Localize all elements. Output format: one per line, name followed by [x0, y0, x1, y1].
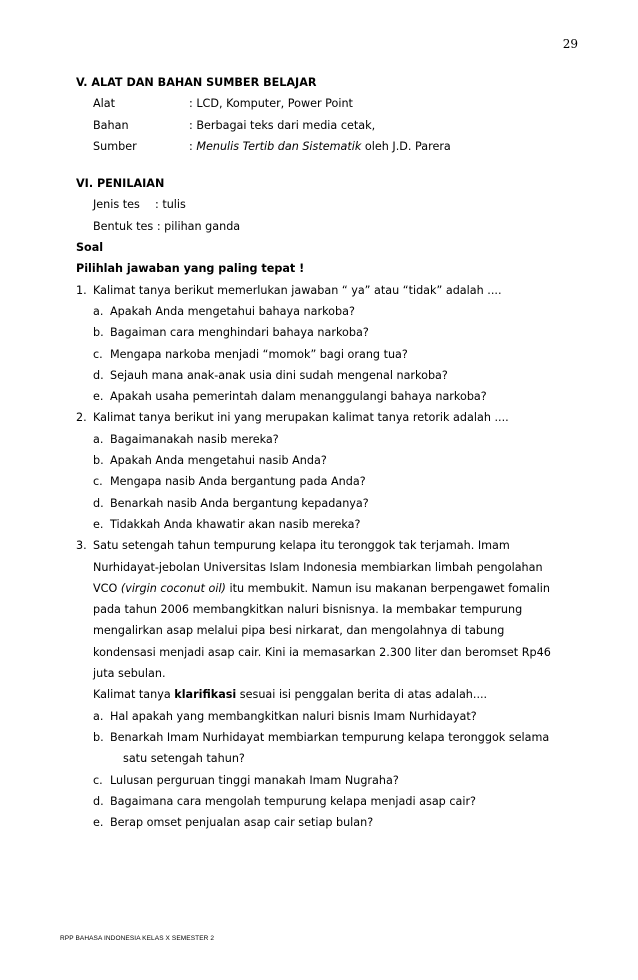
option-item	[76, 812, 596, 833]
question-number: 2.	[76, 411, 87, 425]
option-item	[76, 770, 596, 791]
prompt-text: Kalimat tanya	[93, 688, 175, 702]
materials-label: Bahan	[93, 118, 129, 132]
option-item	[76, 493, 596, 514]
option-text: Berap omset penjualan asap cair setiap bulan?	[110, 816, 374, 830]
passage-line	[76, 578, 596, 599]
option-item	[76, 450, 596, 471]
option-item	[76, 429, 596, 450]
option-item	[76, 322, 596, 343]
option-letter: a.	[93, 304, 104, 318]
source-label: Sumber	[93, 139, 137, 153]
option-text: Sejauh mana anak-anak usia dini sudah mengenal narkoba?	[110, 368, 448, 382]
option-text: Lulusan perguruan tinggi manakah Imam Nugraha?	[110, 773, 399, 787]
passage-line: kondensasi menjadi asap cair. Kini ia memasarkan 2.300 liter dan beromset Rp46	[93, 645, 551, 659]
option-letter: a.	[93, 432, 104, 446]
question-1	[76, 280, 596, 301]
source-row	[76, 136, 596, 157]
section-5-heading: V. ALAT DAN BAHAN SUMBER BELAJAR	[76, 76, 317, 89]
passage-line: pada tahun 2006 membangkitkan naluri bisnisnya. Ia membakar tempurung	[93, 603, 523, 617]
document-body	[76, 72, 596, 833]
option-letter: b.	[93, 730, 104, 744]
materials-row	[76, 115, 596, 136]
passage-line: Nurhidayat-jebolan Universitas Islam Indonesia membiarkan limbah pengolahan	[93, 560, 543, 574]
passage-text: itu membukit. Namun isu makanan berpengawet fomalin	[225, 581, 550, 595]
question-2	[76, 407, 596, 428]
prompt-keyword: klarifikasi	[174, 688, 237, 702]
option-letter: c.	[93, 347, 103, 361]
tools-row	[76, 93, 596, 114]
option-item	[76, 386, 596, 407]
option-text: Hal apakah yang membangkitkan naluri bisnis Imam Nurhidayat?	[110, 709, 477, 723]
instruction: Pilihlah jawaban yang paling tepat !	[76, 262, 305, 276]
section-6-heading: VI. PENILAIAN	[76, 177, 165, 191]
test-form-row: Bentuk tes : pilihan ganda	[93, 219, 241, 233]
page-number: 29	[562, 37, 578, 51]
option-letter: c.	[93, 475, 103, 489]
option-item	[76, 727, 596, 748]
materials-value: : Berbagai teks dari media cetak,	[189, 118, 376, 132]
option-text: Bagaiman cara menghindari bahaya narkoba?	[110, 326, 369, 340]
option-continuation: satu setengah tahun?	[123, 752, 245, 766]
option-letter: e.	[93, 816, 104, 830]
option-text: Benarkah nasib Anda bergantung kepadanya?	[110, 496, 369, 510]
option-letter: d.	[93, 496, 104, 510]
option-text: Mengapa nasib Anda bergantung pada Anda?	[110, 475, 366, 489]
option-letter: b.	[93, 454, 104, 468]
passage-text: VCO	[93, 581, 121, 595]
option-item	[76, 365, 596, 386]
source-prefix: :	[189, 139, 197, 153]
question-3	[76, 535, 596, 556]
option-letter: b.	[93, 326, 104, 340]
test-type-value: : tulis	[155, 198, 186, 212]
option-letter: d.	[93, 368, 104, 382]
option-text: Tidakkah Anda khawatir akan nasib mereka?	[110, 517, 361, 531]
option-item	[76, 706, 596, 727]
passage-line: juta sebulan.	[93, 667, 166, 681]
page-footer: RPP BAHASA INDONESIA KELAS X SEMESTER 2	[60, 935, 215, 942]
passage-italic: (virgin coconut oil)	[120, 581, 226, 595]
option-item	[76, 301, 596, 322]
option-text: Benarkah Imam Nurhidayat membiarkan tempurung kelapa teronggok selama	[110, 730, 550, 744]
question-text: Kalimat tanya berikut ini yang merupakan kalimat tanya retorik adalah ....	[93, 411, 509, 425]
option-text: Apakah Anda mengetahui bahaya narkoba?	[110, 304, 355, 318]
option-letter: a.	[93, 709, 104, 723]
source-author: oleh J.D. Parera	[361, 139, 451, 153]
prompt-text: sesuai isi penggalan berita di atas adalah....	[236, 688, 488, 702]
question-prompt	[76, 684, 596, 705]
option-letter: d.	[93, 794, 104, 808]
option-text: Apakah usaha pemerintah dalam menanggulangi bahaya narkoba?	[110, 390, 487, 404]
tools-value: : LCD, Komputer, Power Point	[189, 97, 353, 111]
option-item	[76, 344, 596, 365]
passage-line: mengalirkan asap melalui pipa besi nirkarat, dan mengolahnya di tabung	[93, 624, 505, 638]
soal-label: Soal	[76, 241, 104, 255]
question-text: Satu setengah tahun tempurung kelapa itu teronggok tak terjamah. Imam	[93, 539, 510, 553]
test-type-row	[76, 194, 596, 215]
option-text: Bagaimanakah nasib mereka?	[110, 432, 279, 446]
option-letter: e.	[93, 517, 104, 531]
option-item	[76, 471, 596, 492]
tools-label: Alat	[93, 97, 116, 111]
question-number: 1.	[76, 283, 87, 297]
source-title: Menulis Tertib dan Sistematik	[196, 139, 362, 153]
option-text: Mengapa narkoba menjadi “momok” bagi orang tua?	[110, 347, 408, 361]
test-type-label: Jenis tes	[93, 198, 140, 212]
option-text: Bagaimana cara mengolah tempurung kelapa menjadi asap cair?	[110, 794, 476, 808]
option-text: Apakah Anda mengetahui nasib Anda?	[110, 454, 327, 468]
option-item	[76, 514, 596, 535]
option-letter: c.	[93, 773, 103, 787]
option-letter: e.	[93, 390, 104, 404]
option-item	[76, 791, 596, 812]
question-number: 3.	[76, 539, 87, 553]
question-text: Kalimat tanya berikut memerlukan jawaban “ ya” atau “tidak” adalah ....	[93, 283, 502, 297]
